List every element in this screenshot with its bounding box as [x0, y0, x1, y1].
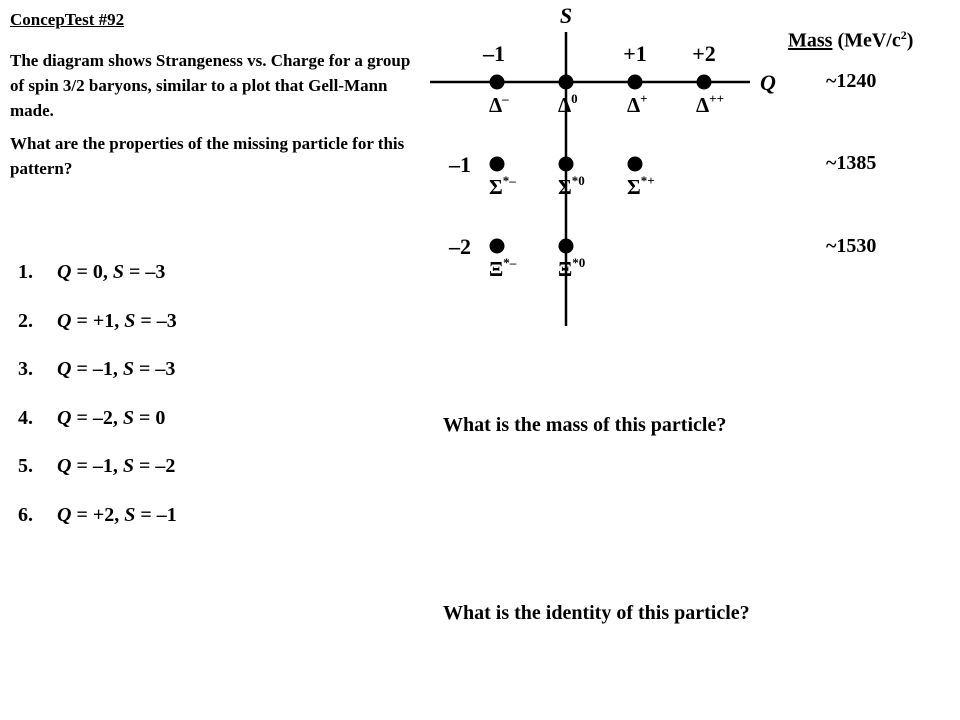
intro-paragraph-2: What are the properties of the missing particle for this pattern? [10, 134, 405, 178]
q-axis-label: Q [760, 70, 776, 95]
particle-label [558, 255, 585, 281]
q-tick-label: +2 [692, 41, 716, 66]
choice-6[interactable] [18, 501, 177, 550]
particle-label [627, 91, 648, 117]
s-value: = –3 [138, 358, 176, 380]
choice-5[interactable] [18, 452, 177, 501]
particle-symbol: Δ [489, 93, 503, 117]
choice-number: 1. [18, 261, 33, 283]
particle-symbol: Δ [558, 93, 572, 117]
particle-label [489, 91, 509, 117]
particle-superscript: + [640, 91, 648, 106]
question-identity: What is the identity of this particle? [443, 602, 750, 624]
particle-label [627, 173, 655, 199]
answer-choices [18, 258, 177, 549]
particle-superscript: *– [503, 255, 517, 270]
particle-dot [559, 239, 574, 254]
mass-header-close: ) [906, 29, 914, 52]
q-label: Q [57, 406, 72, 429]
question-mass: What is the mass of this particle? [443, 414, 727, 436]
choice-2[interactable] [18, 307, 177, 356]
s-label: S [122, 358, 134, 380]
particle-dot [697, 75, 712, 90]
particle-superscript: 0 [571, 91, 578, 106]
choice-4[interactable] [18, 404, 177, 453]
q-value: = –2, [76, 406, 118, 429]
particle-symbol: Σ [489, 175, 503, 199]
particle-superscript: *0 [571, 173, 585, 188]
s-value: = –3 [140, 309, 177, 332]
choice-number: 5. [18, 455, 33, 477]
particle-symbol: Ξ [489, 257, 504, 281]
particle-dot [490, 239, 505, 254]
mass-value-row-2: ~1530 [826, 235, 877, 257]
s-value: = –3 [128, 261, 166, 283]
mass-header-label: Mass [788, 29, 833, 52]
particle-symbol: Σ [558, 175, 572, 199]
s-value: = –2 [138, 455, 176, 477]
mass-header-unit: (MeV/c [837, 29, 901, 52]
particle-symbol: Δ [696, 93, 710, 117]
s-value: = 0 [138, 406, 166, 429]
axis-ticks [448, 41, 716, 259]
intro-paragraph-1: The diagram shows Strangeness vs. Charge for a group of spin 3/2 baryons, similar to a plot that Gell-Mann made. [10, 51, 411, 120]
q-value: = –1, [76, 358, 118, 380]
page-title: ConcepTest #92 [10, 10, 125, 29]
particle-symbol: Δ [627, 93, 641, 117]
q-value: = –1, [76, 455, 118, 477]
s-tick-label: –1 [449, 152, 471, 177]
s-label: S [122, 455, 134, 477]
s-axis-label: S [559, 3, 573, 28]
q-label: Q [57, 358, 72, 380]
particle-dot [490, 157, 505, 172]
q-label: Q [57, 455, 72, 477]
q-value: = 0, [76, 261, 108, 283]
s-tick-label: –2 [449, 234, 471, 259]
particle-label [696, 91, 724, 117]
choice-number: 4. [18, 406, 33, 429]
mass-value-row-1: ~1385 [826, 152, 877, 174]
particle-label [489, 255, 517, 281]
q-value: = +2, [76, 503, 120, 526]
choice-number: 6. [18, 503, 33, 526]
s-value: = –1 [140, 503, 177, 526]
particles [489, 75, 724, 282]
particle-symbol: Ξ [558, 257, 573, 281]
particle-superscript: *+ [640, 173, 655, 188]
particle-dot [628, 75, 643, 90]
intro-text [10, 48, 420, 189]
s-label: S [112, 261, 124, 283]
particle-dot [490, 75, 505, 90]
q-label: Q [57, 503, 72, 526]
particle-label [558, 91, 578, 117]
choice-3[interactable] [18, 355, 177, 404]
choice-1[interactable] [18, 258, 177, 307]
q-tick-label: –1 [483, 41, 505, 66]
particle-dot [559, 157, 574, 172]
s-label: S [124, 309, 136, 332]
particle-superscript: – [502, 91, 509, 106]
q-label: Q [57, 309, 72, 332]
particle-dot [559, 75, 574, 90]
choice-number: 3. [18, 358, 33, 380]
particle-symbol: Σ [627, 175, 641, 199]
s-label: S [124, 503, 136, 526]
mass-header [788, 28, 913, 53]
particle-superscript: ++ [709, 91, 724, 106]
mass-value-row-0: ~1240 [826, 70, 877, 92]
q-value: = +1, [76, 309, 120, 332]
particle-label [558, 173, 585, 199]
s-label: S [122, 406, 134, 429]
q-label: Q [57, 261, 72, 283]
particle-superscript: *0 [572, 255, 586, 270]
choice-number: 2. [18, 309, 33, 332]
particle-label [489, 173, 516, 199]
mass-header-sup: 2 [900, 28, 907, 42]
q-tick-label: +1 [623, 41, 647, 66]
particle-dot [628, 157, 643, 172]
particle-superscript: *– [502, 173, 516, 188]
